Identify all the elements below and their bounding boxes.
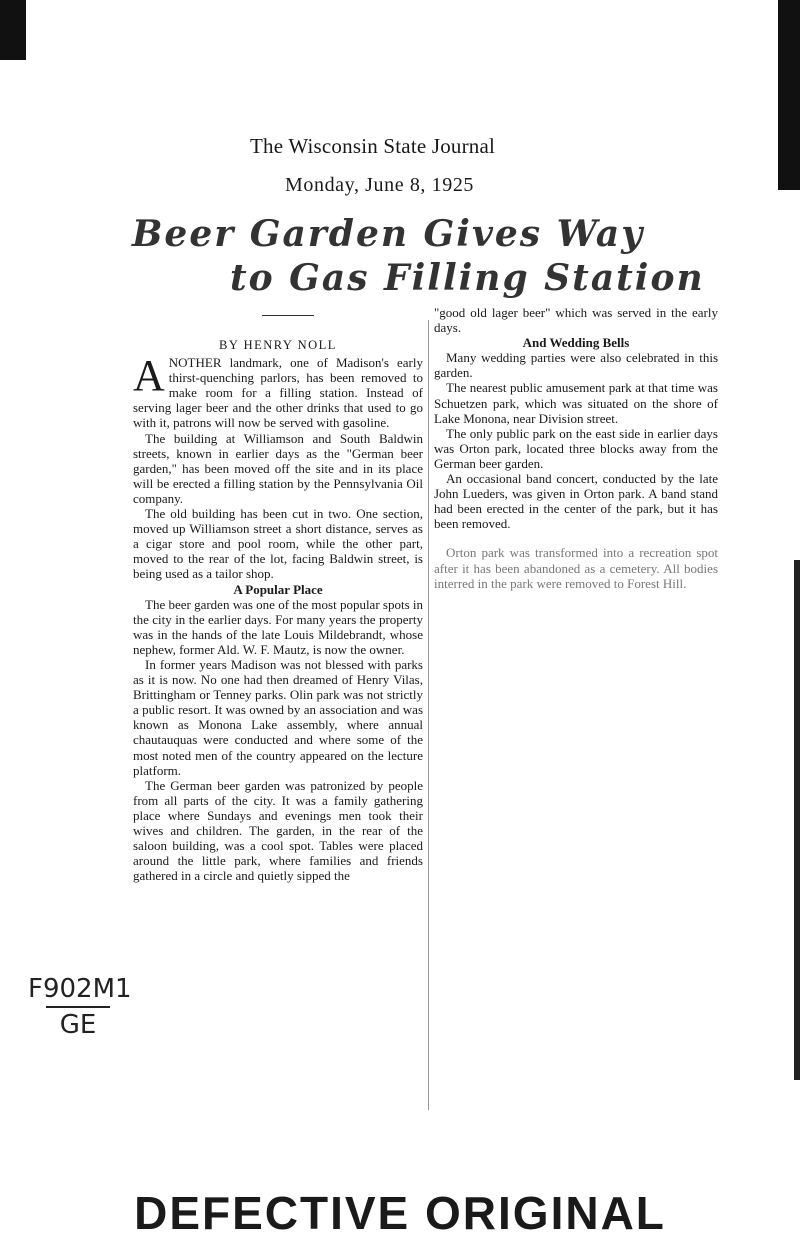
paragraph-11: An occasional band concert, conducted by the late John Lueders, was given in Orton park. A band stand had been erected in the center of the park, but it has been removed. <box>434 471 718 532</box>
newspaper-masthead: The Wisconsin State Journal <box>250 134 496 158</box>
paragraph-5: In former years Madison was not blessed with parks as it is now. No one had then dreamed of Henry Vilas, Brittingham or Tenney parks. Olin park was not strictly a public resort. It was owned by an association and was known as Monona Lake assembly, where annual chautauquas were conducted and where some of the most noted men of the country appeared on the lecture platform. <box>133 656 423 778</box>
drop-cap: A <box>133 351 165 401</box>
subhead-popular-place: A Popular Place <box>233 581 323 597</box>
paragraph-7: "good old lager beer" which was served in the early days. <box>434 305 718 336</box>
paragraph-9: The nearest public amusement park at that time was Schuetzen park, which was situated on the shore of Lake Monona, near Division street. <box>434 380 718 426</box>
handwritten-margin-note <box>28 972 132 1042</box>
scan-edge-right <box>778 0 800 190</box>
article-column-2 <box>434 305 718 591</box>
paragraph-8: Many wedding parties were also celebrated in this garden. <box>434 350 718 381</box>
paragraph-2: The building at Williamson and South Baldwin streets, known in earlier days as the "German beer garden," has been moved off the site and in its place will be erected a filling station by the Pennsylvania Oil company. <box>133 430 423 506</box>
byline-rule <box>262 315 314 316</box>
scan-edge-left <box>0 0 26 60</box>
scan-edge-right-lower <box>794 560 800 1080</box>
article-headline <box>120 212 730 300</box>
paragraph-4: The beer garden was one of the most popular spots in the city in the earlier days. For many years the property was in the hands of the late Louis Mildebrandt, whose nephew, former Ald. W. F. Mautz, is now the owner. <box>133 596 423 657</box>
paragraph-12: Orton park was transformed into a recreation spot after it has been abandoned as a cemetery. All bodies interred in the park were removed to Forest Hill. <box>434 545 718 591</box>
article-date: Monday, June 8, 1925 <box>285 174 475 196</box>
defective-original-stamp: DEFECTIVE ORIGINAL <box>134 1187 666 1239</box>
headline-line-2: to Gas Filling Station <box>230 257 705 299</box>
margin-note-code: F902M1 <box>28 974 132 1004</box>
paragraph-1 <box>133 351 423 431</box>
paragraph-3: The old building has been cut in two. One section, moved up Williamson street a short distance, serves as a cigar store and pool room, while the other part, moved to the rear of the lot, facing Baldwin street, is being used as a tailor shop. <box>133 506 423 582</box>
subhead-wedding-bells: And Wedding Bells <box>522 335 630 351</box>
margin-note-initials: GE <box>59 1010 97 1040</box>
paragraph-10: The only public park on the east side in earlier days was Orton park, located three blocks away from the German beer garden. <box>434 425 718 471</box>
article-column-1 <box>133 338 423 883</box>
byline: BY HENRY NOLL <box>219 338 337 352</box>
paragraph-6: The German beer garden was patronized by people from all parts of the city. It was a family gathering place where Sundays and evenings men took their wives and children. The garden, in the rear of the saloon building, was a cool spot. Tables were placed around the little park, where families and friends gathered in a circle and quietly sipped the <box>133 777 423 884</box>
paragraph-1-text: NOTHER landmark, one of Madison's early thirst-quenching parlors, has been removed to make room for a filling station. Instead of serving lager beer and the other drinks that used to go with it, patrons will now be served with gasoline. <box>133 355 423 431</box>
column-divider <box>428 320 429 1110</box>
headline-line-1: Beer Garden Gives Way <box>132 213 645 255</box>
